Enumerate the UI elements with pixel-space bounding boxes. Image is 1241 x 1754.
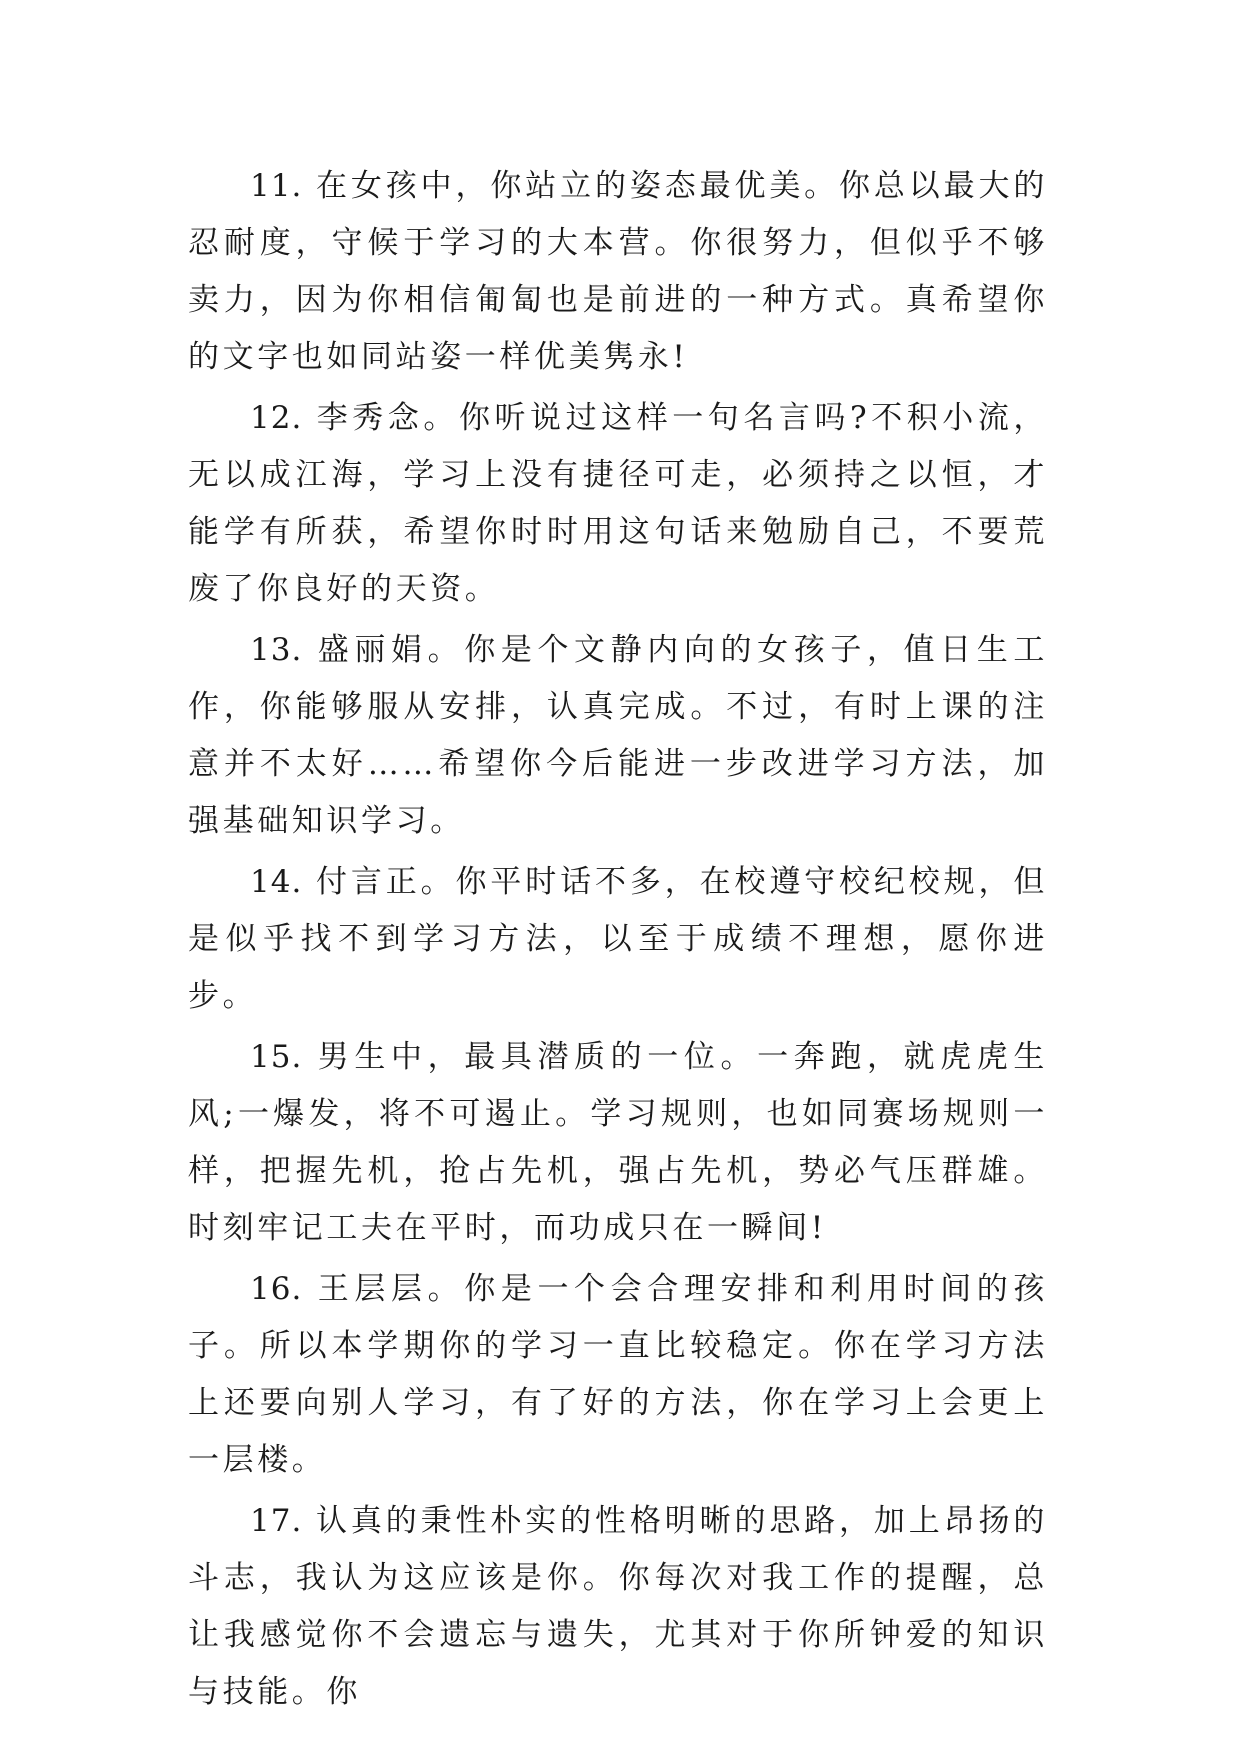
paragraph-15 [188,1029,1048,1257]
paragraph-text: 盛丽娟。你是个文静内向的女孩子，值日生工作，你能够服从安排，认真完成。不过，有时上课的注意并不太好……希望你今后能进一步改进学习方法，加强基础知识学习。 [188,632,1048,839]
paragraph-12 [188,390,1048,618]
paragraph-16 [188,1261,1048,1489]
paragraph-13 [188,622,1048,850]
paragraph-text: 王层层。你是一个会合理安排和利用时间的孩子。所以本学期你的学习一直比较稳定。你在学习方法上还要向别人学习，有了好的方法，你在学习上会更上一层楼。 [188,1271,1048,1478]
paragraph-text: 付言正。你平时话不多，在校遵守校纪校规，但是似乎找不到学习方法，以至于成绩不理想，愿你进步。 [188,864,1048,1014]
paragraph-number: 14. [250,864,303,900]
paragraph-11 [188,158,1048,386]
paragraph-text: 李秀念。你听说过这样一句名言吗?不积小流，无以成江海，学习上没有捷径可走，必须持之以恒，才能学有所获，希望你时时用这句话来勉励自己，不要荒废了你良好的天资。 [188,400,1048,607]
paragraph-text: 在女孩中，你站立的姿态最优美。你总以最大的忍耐度，守候于学习的大本营。你很努力，但似乎不够卖力，因为你相信匍匐也是前进的一种方式。真希望你的文字也如同站姿一样优美隽永! [188,168,1048,375]
paragraph-number: 15. [250,1039,303,1075]
paragraph-17 [188,1493,1048,1721]
paragraph-number: 11. [250,168,303,204]
paragraph-number: 16. [250,1271,303,1307]
document-body [188,158,1048,1725]
paragraph-number: 12. [250,400,303,436]
paragraph-number: 13. [250,632,303,668]
paragraph-number: 17. [250,1503,303,1539]
paragraph-14 [188,854,1048,1025]
paragraph-text: 男生中，最具潜质的一位。一奔跑，就虎虎生风;一爆发，将不可遏止。学习规则，也如同赛场规则一样，把握先机，抢占先机，强占先机，势必气压群雄。时刻牢记工夫在平时，而功成只在一瞬间! [188,1039,1048,1246]
paragraph-text: 认真的秉性朴实的性格明晰的思路，加上昂扬的斗志，我认为这应该是你。你每次对我工作的提醒，总让我感觉你不会遗忘与遗失，尤其对于你所钟爱的知识与技能。你 [188,1503,1048,1710]
